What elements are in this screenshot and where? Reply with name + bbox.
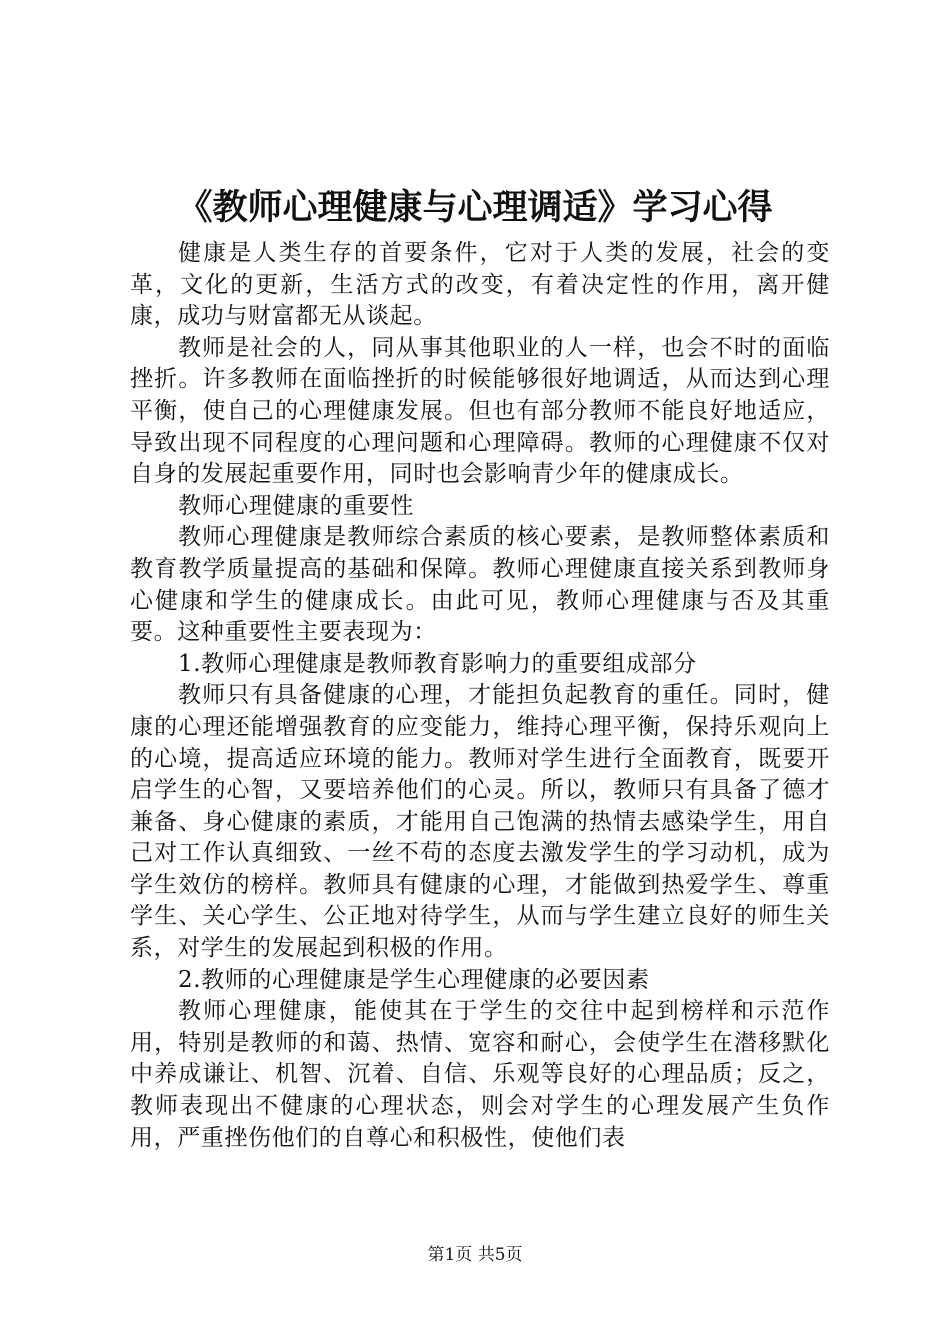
page-footer: 第1页 共5页 (427, 1245, 523, 1265)
paragraph-importance: 教师心理健康是教师综合素质的核心要素，是教师整体素质和教育教学质量提高的基础和保障。教师心理健康直接关系到教师身心健康和学生的健康成长。由此可见，教师心理健康与否及其重要。这种重要性主要表现为： (130, 524, 830, 646)
paragraph-point-1: 教师只有具备健康的心理，才能担负起教育的重任。同时，健康的心理还能增强教育的应变能力，维持心理平衡，保持乐观向上的心境，提高适应环境的能力。教师对学生进行全面教育，既要开启学生的心智，又要培养他们的心灵。所以，教师只有具备了德才兼备、身心健康的素质，才能用自己饱满的热情去感染学生，用自己对工作认真细致、一丝不苟的态度去激发学生的学习动机，成为学生效仿的榜样。教师具有健康的心理，才能做到热爱学生、尊重学生、关心学生、公正地对待学生，从而与学生建立良好的师生关系，对学生的发展起到积极的作用。 (130, 682, 830, 962)
subheading-point-1: 1.教师心理健康是教师教育影响力的重要组成部分 (178, 650, 697, 677)
subheading-point-2: 2.教师的心理健康是学生心理健康的必要因素 (178, 966, 650, 993)
document-title: 《教师心理健康与心理调适》学习心得 (177, 187, 773, 228)
paragraph-teacher-challenges: 教师是社会的人，同从事其他职业的人一样，也会不时的面临挫折。许多教师在面临挫折的时候能够很好地调适，从而达到心理平衡，使自己的心理健康发展。但也有部分教师不能良好地适应，导致出现不同程度的心理问题和心理障碍。教师的心理健康不仅对自身的发展起重要作用，同时也会影响青少年的健康成长。 (130, 334, 830, 488)
paragraph-point-2: 教师心理健康，能使其在于学生的交往中起到榜样和示范作用，特别是教师的和蔼、热情、宽容和耐心，会使学生在潜移默化中养成谦让、机智、沉着、自信、乐观等良好的心理品质；反之，教师表现出不健康的心理状态，则会对学生的心理发展产生负作用，严重挫伤他们的自尊心和积极性，使他们表 (130, 998, 830, 1151)
document-body (130, 238, 830, 1154)
section-heading-importance: 教师心理健康的重要性 (178, 492, 414, 519)
paragraph-intro: 健康是人类生存的首要条件，它对于人类的发展，社会的变革，文化的更新，生活方式的改变，有着决定性的作用，离开健康，成功与财富都无从谈起。 (130, 240, 830, 330)
